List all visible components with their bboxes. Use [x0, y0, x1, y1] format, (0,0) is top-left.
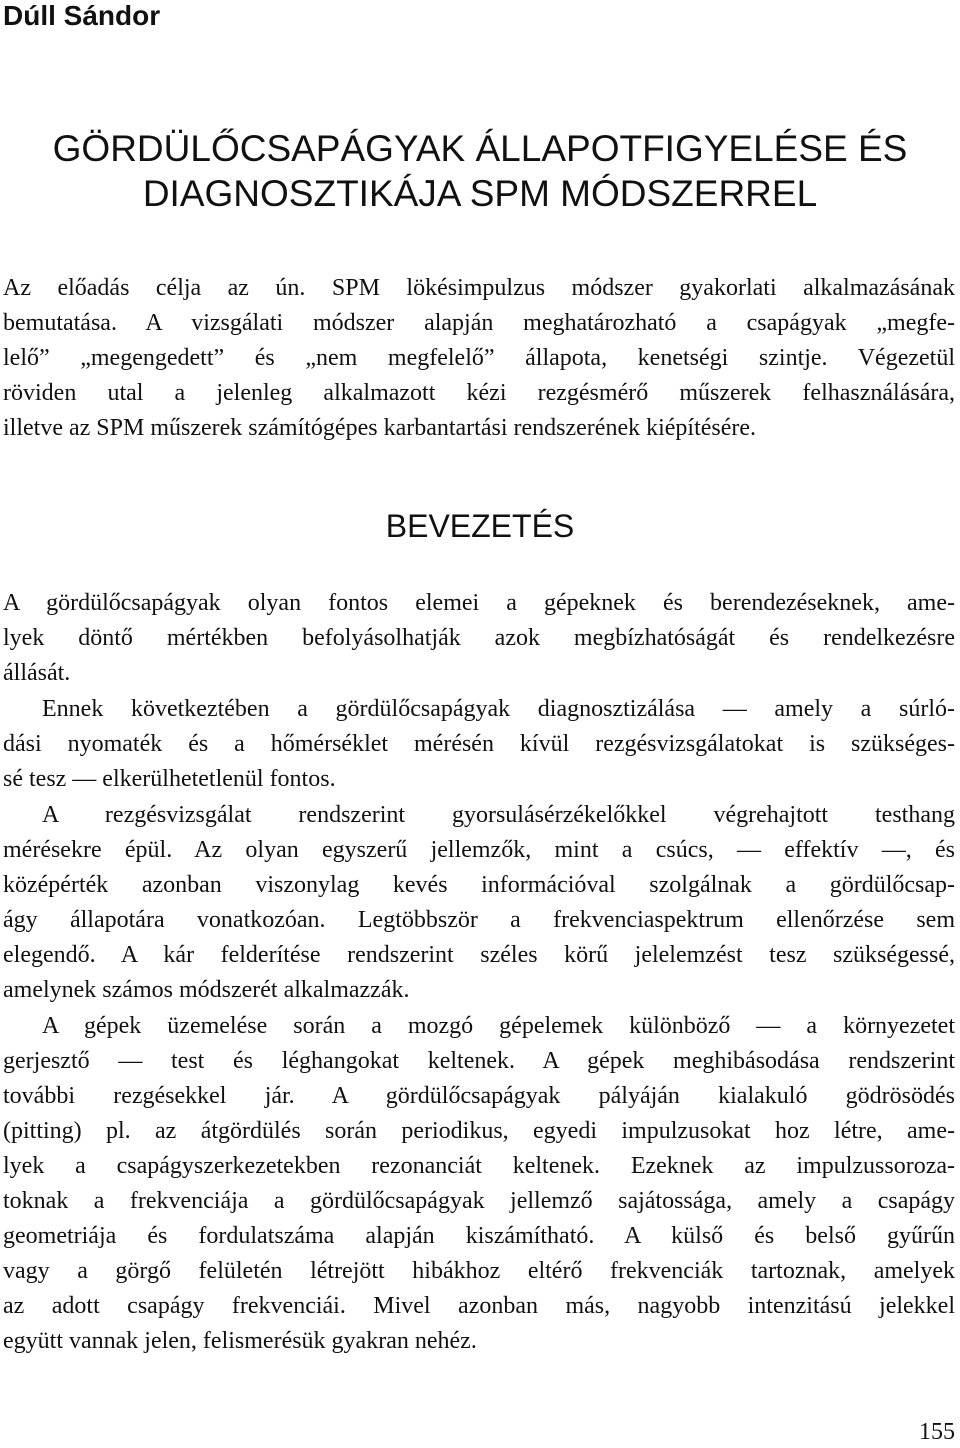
- body-line: együtt vannak jelen, felismerésük gyakran nehéz.: [3, 1328, 477, 1354]
- body-line: középérték azonban viszonylag kevés információval szolgálnak a gördülőcsap-: [3, 872, 955, 898]
- body-line: sé tesz — elkerülhetetlenül fontos.: [3, 766, 336, 792]
- author-name: Dúll Sándor: [3, 0, 161, 31]
- body-line: dási nyomaték és a hőmérséklet mérésén kívül rezgésvizsgálatokat is szükséges-: [3, 731, 955, 757]
- body-line: geometriája és fordulatszáma alapján kiszámítható. A külső és belső gyűrűn: [3, 1223, 955, 1249]
- body-line: (pitting) pl. az átgördülés során periodikus, egyedi impulzusokat hoz létre, ame-: [3, 1118, 955, 1144]
- section-heading: BEVEZETÉS: [385, 508, 575, 544]
- body-line: A gördülőcsapágyak olyan fontos elemei a gépeknek és berendezéseknek, ame-: [3, 590, 955, 616]
- body-line: A rezgésvizsgálat rendszerint gyorsulásérzékelőkkel végrehajtott testhang: [42, 802, 955, 828]
- body-line: további rezgésekkel jár. A gördülőcsapágyak pályáján kialakuló gödrösödés: [3, 1083, 955, 1109]
- body-line: Ennek következtében a gördülőcsapágyak diagnosztizálása — amely a súrló-: [42, 696, 955, 722]
- abstract-line: bemutatása. A vizsgálati módszer alapján meghatározható a csapágyak „megfe-: [3, 310, 955, 336]
- body-line: toknak a frekvenciája a gördülőcsapágyak jellemző sajátossága, amely a csapágy: [3, 1188, 955, 1214]
- body-line: mérésekre épül. Az olyan egyszerű jellemzők, mint a csúcs, — effektív —, és: [3, 837, 955, 863]
- body-line: A gépek üzemelése során a mozgó gépelemek különböző — a környezetet: [42, 1013, 955, 1039]
- title-line-2: DIAGNOSZTIKÁJA SPM MÓDSZERREL: [142, 173, 818, 214]
- page-number: 155: [919, 1419, 955, 1445]
- paper-title: [0, 126, 960, 216]
- body-line: lyek a csapágyszerkezetekben rezonanciát keltenek. Ezeknek az impulzussoroza-: [3, 1153, 955, 1179]
- abstract-line: illetve az SPM műszerek számítógépes karbantartási rendszerének kiépítésére.: [3, 415, 757, 441]
- title-line-1: GÖRDÜLŐCSAPÁGYAK ÁLLAPOTFIGYELÉSE ÉS: [52, 128, 908, 169]
- body-line: az adott csapágy frekvenciái. Mivel azonban más, nagyobb intenzitású jelekkel: [3, 1293, 955, 1319]
- abstract-line: lelő” „megengedett” és „nem megfelelő” állapota, kenetségi szintje. Végezetül: [3, 345, 955, 371]
- body-line: ágy állapotára vonatkozóan. Legtöbbször a frekvenciaspektrum ellenőrzése sem: [3, 907, 955, 933]
- body-line: állását.: [3, 660, 71, 686]
- body-line: elegendő. A kár felderítése rendszerint széles körű jelelemzést tesz szükségessé,: [3, 942, 955, 968]
- body-line: amelynek számos módszerét alkalmazzák.: [3, 977, 410, 1003]
- body-line: gerjesztő — test és léghangokat keltenek. A gépek meghibásodása rendszerint: [3, 1048, 955, 1074]
- abstract-line: röviden utal a jelenleg alkalmazott kézi rezgésmérő műszerek felhasználására,: [3, 380, 955, 406]
- body-line: lyek döntő mértékben befolyásolhatják azok megbízhatóságát és rendelkezésre: [3, 625, 955, 651]
- abstract-line: Az előadás célja az ún. SPM lökésimpulzus módszer gyakorlati alkalmazásának: [3, 275, 955, 301]
- body-line: vagy a görgő felületén létrejött hibákhoz eltérő frekvenciák tartoznak, amelyek: [3, 1258, 955, 1284]
